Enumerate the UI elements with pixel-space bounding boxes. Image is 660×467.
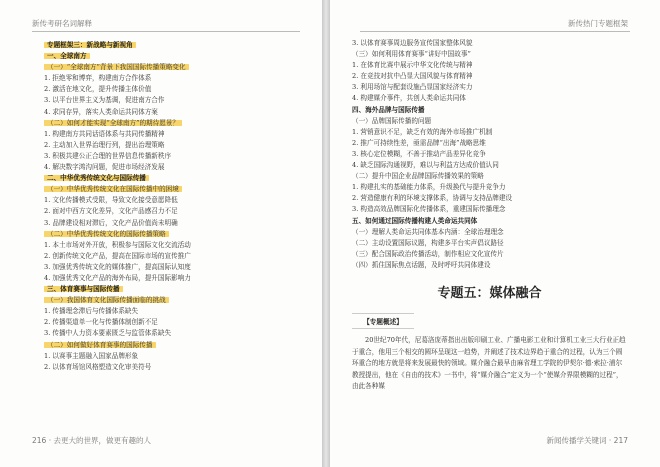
outline-line (44, 95, 191, 106)
outline-line (44, 229, 191, 240)
line-text: 2. 创新传统文化产品，提高在国际市场的宣传推广 (44, 251, 191, 260)
line-text: 2. 面对中西方文化差异，文化产品感召力不足 (44, 207, 178, 216)
highlighted-text: 二、中华优秀传统文化与国际传播 (44, 174, 149, 182)
outline-line (44, 129, 191, 140)
right-outline (352, 38, 627, 393)
outline-line (352, 193, 627, 204)
overview-paragraph: 20世纪70年代，尼葛洛庞蒂指出出版印刷工业、广播电影工业和计算机工业三大行业正趋于重合，他用三个相交的圆环呈现这一趋势，并阐述了技术边界趋于重合的过程，认为三个圆环重合的地方就是将来发展最快的领域。媒介融合最早由麻省理工学院的伊契尔·德·索拉·浦尔教授提出，他在《自由的技术》一书中，将“媒介融合”定义为一个“使媒介界限模糊的过程”，由此各种媒 (352, 335, 626, 391)
highlighted-text: （一）我国体育文化国际传播面临的挑战 (44, 296, 169, 304)
outline-line (352, 216, 627, 227)
line-text: 3. 积极共建公正合理的世界信息传播新秩序 (44, 151, 172, 160)
header-rule (360, 31, 630, 32)
line-text: 3. 核心定位模糊，不善于推动产品差异化竞争 (352, 149, 486, 158)
outline-line (352, 238, 627, 249)
outline-line (44, 173, 191, 184)
line-text: 3. 加强优秀传统文化的媒体推广，提高国际认知度 (44, 262, 191, 271)
outline-line (44, 84, 191, 95)
outline-line (44, 240, 191, 251)
line-text: （一）理解人类命运共同体基本内涵：全球治理理念 (352, 227, 504, 236)
outline-line (44, 118, 191, 129)
line-text: 1. 构建南方共同话语体系与共同传播精神 (44, 129, 165, 138)
outline-line (352, 160, 627, 171)
highlighted-text: （二）中华优秀传统文化的国际传播策略 (44, 230, 169, 238)
book-spine (322, 0, 330, 467)
overview-tag: 【专题概述】 (352, 313, 414, 329)
left-footer: 216 · 去更大的世界，做更有趣的人 (32, 436, 151, 445)
line-text: 3. 以体育赛事周边服务宣传国家整体风貌 (352, 39, 473, 47)
outline-line (44, 306, 191, 317)
outline-line (44, 362, 191, 373)
line-text: 2. 以体育场馆风格塑造文化审美符号 (44, 362, 152, 371)
outline-line (44, 340, 191, 351)
right-running-header: 新传热门专题框架 (568, 19, 628, 28)
outline-line (44, 51, 191, 62)
line-text: 1. 营销意识不足，缺乏有效的海外市场推广机制 (352, 127, 493, 136)
outline-line (352, 71, 627, 82)
line-text: 2. 推广可持续性差，亟需品牌“出海”战略思维 (352, 138, 486, 147)
header-rule (32, 31, 300, 32)
highlighted-text: （二）如何才能实现“全球南方”的期待愿景？ (44, 119, 182, 127)
outline-line (44, 151, 191, 162)
outline-line (352, 260, 627, 271)
line-text: 五、如何通过国际传播构建人类命运共同体 (352, 216, 478, 225)
line-text: 3. 构造高效品牌国际化传播体系，重建国际传播理念 (352, 205, 506, 214)
line-text: 2. 营造健康有利的环境支撑体系，协调与支持品牌建设 (352, 194, 513, 203)
line-text: 4. 求同存异，落实人类命运共同体方案 (44, 107, 158, 116)
line-text: 2. 在竞技对抗中凸显大国风貌与体育精神 (352, 72, 473, 81)
outline-line (44, 195, 191, 206)
line-text: 四、海外品牌与国际传播 (352, 105, 425, 114)
line-text: 3. 以平台世界主义为基调，促进南方合作 (44, 96, 165, 105)
line-text: （二）提升中国企业品牌国际传播效果的策略 (352, 172, 484, 181)
outline-line (44, 107, 191, 118)
line-text: （一）品牌国际传播的问题 (352, 116, 432, 125)
outline-line (44, 295, 191, 306)
highlighted-text: （一）“全球南方”背景下我国国际传播策略变化 (44, 63, 189, 71)
outline-line (352, 105, 627, 116)
section-title: 专题五：媒体融合 (437, 285, 542, 301)
line-text: （三）如何利用体育赛事“讲好中国故事” (352, 50, 471, 59)
line-text: （二）主动设置国际议题，构建多平台实声倡议路径 (352, 238, 504, 247)
line-text: 4. 加强优秀文化产品的海外布局，提升国际影响力 (44, 273, 191, 282)
outline-line (44, 284, 191, 295)
outline-line (352, 38, 627, 49)
outline-line (44, 351, 191, 362)
left-outline (44, 40, 191, 373)
outline-line (352, 49, 627, 60)
highlighted-text: 专题框架三：新战略与新视角 (44, 41, 136, 49)
line-text: （四）抓住国际焦点话题，及时呼吁共同体建设 (352, 260, 491, 269)
outline-line (352, 60, 627, 71)
highlighted-text: （一）中华优秀传统文化在国际传播中的困境 (44, 185, 182, 193)
line-text: 4. 缺乏国际沟通视野，难以与利益方达成价值认同 (352, 161, 499, 170)
outline-line (44, 162, 191, 173)
line-text: 1. 传播理念滞后与传播体系缺失 (44, 307, 139, 316)
outline-line (44, 273, 191, 284)
left-page (0, 0, 322, 467)
outline-line (352, 204, 627, 215)
line-text: 1. 拒绝零和博弈，构建南方合作体系 (44, 74, 152, 83)
outline-line (352, 171, 627, 182)
outline-line (352, 82, 627, 93)
outline-line (352, 93, 627, 104)
outline-line (44, 262, 191, 273)
outline-line (352, 249, 627, 260)
line-text: 1. 构建扎实的基础能力体系，升级换代与提升竞争力 (352, 183, 506, 192)
outline-line (44, 40, 191, 51)
outline-line (352, 227, 627, 238)
outline-line (44, 251, 191, 262)
outline-line (44, 73, 191, 84)
outline-line (352, 149, 627, 160)
line-text: 3. 品牌建设相对滞后，文化产品价值尚未明确 (44, 218, 178, 227)
outline-line (352, 182, 627, 193)
outline-line (44, 317, 191, 328)
line-text: 2. 传播渠道单一化与传播体制创新不足 (44, 318, 158, 327)
highlighted-text: （二）如何做好体育赛事的国际传播 (44, 341, 156, 349)
outline-line (352, 116, 627, 127)
outline-line (44, 62, 191, 73)
highlighted-text: 三、体育赛事与国际传播 (44, 285, 123, 293)
left-running-header: 新传考研名词解释 (32, 19, 92, 28)
outline-line (44, 206, 191, 217)
outline-line (352, 127, 627, 138)
line-text: 2. 主动加入世界治理行列，提出治理策略 (44, 140, 165, 149)
line-text: 4. 构建媒介事件，共创人类命运共同体 (352, 94, 466, 103)
right-page (330, 0, 660, 467)
line-text: （三）配合国际政治传播活动，制作相应文化宣传片 (352, 249, 504, 258)
line-text: 3. 传播中人力资本要素匮乏与监管体系缺失 (44, 329, 172, 338)
line-text: 1. 在体育比赛中展示中华文化传统与精神 (352, 61, 473, 70)
line-text: 2. 激活在地文化，提升传播主体价值 (44, 85, 152, 94)
line-text: 1. 本土市场对外开放，积极参与国际文化交流活动 (44, 240, 191, 249)
line-text: 1. 文化传播模式受限，导致文化接受意愿降低 (44, 196, 178, 205)
right-footer: 新闻传播学关键词 · 217 (546, 436, 628, 445)
line-text: 4. 解决数字鸿沟问题，促进市场经济发展 (44, 163, 165, 172)
outline-line (44, 328, 191, 339)
line-text: 1. 以赛事主题融入国家品牌形象 (44, 351, 139, 360)
outline-line (44, 184, 191, 195)
outline-line (352, 138, 627, 149)
outline-line (44, 218, 191, 229)
highlighted-text: 一、全球南方 (44, 52, 90, 60)
outline-line (44, 140, 191, 151)
line-text: 3. 利用场馆与配套设施凸显国家经济实力 (352, 83, 473, 92)
